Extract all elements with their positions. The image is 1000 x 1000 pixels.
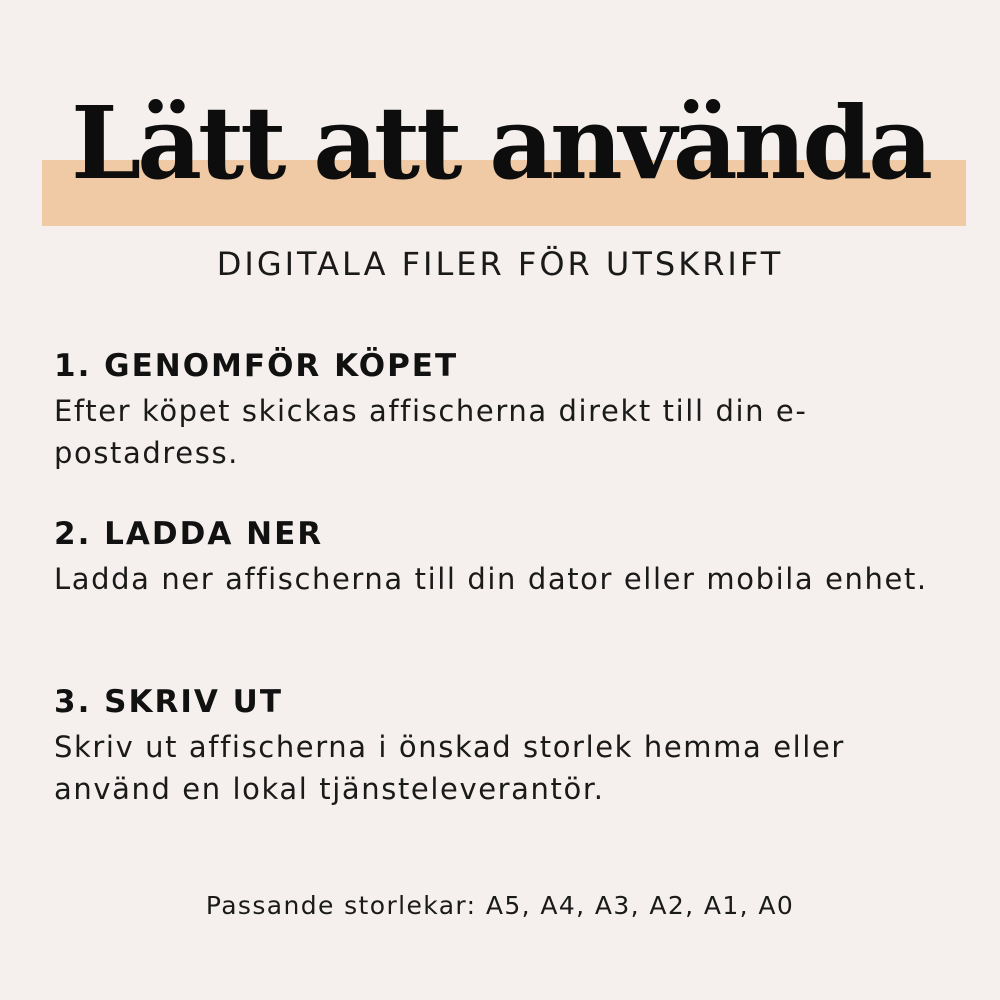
- page-subtitle: DIGITALA FILER FÖR UTSKRIFT: [216, 245, 784, 283]
- step-description: Efter köpet skickas affischerna direkt till din e-postadress.: [54, 394, 808, 470]
- step-heading: 2. LADDA NER: [54, 516, 324, 552]
- sizes-note: Passande storlekar: A5, A4, A3, A2, A1, A0: [205, 891, 795, 920]
- step-description: Ladda ner affischerna till din dator eller mobila enhet.: [54, 562, 928, 596]
- step-heading: 1. GENOMFÖR KÖPET: [54, 348, 459, 384]
- page-title: Lätt att använda: [70, 84, 930, 202]
- step-purchase: [54, 346, 934, 474]
- step-description: Skriv ut affischerna i önskad storlek hemma eller använd en lokal tjänsteleverantör.: [54, 730, 845, 806]
- step-heading: 3. SKRIV UT: [54, 684, 283, 720]
- step-print: [54, 682, 934, 810]
- step-download: [54, 514, 934, 600]
